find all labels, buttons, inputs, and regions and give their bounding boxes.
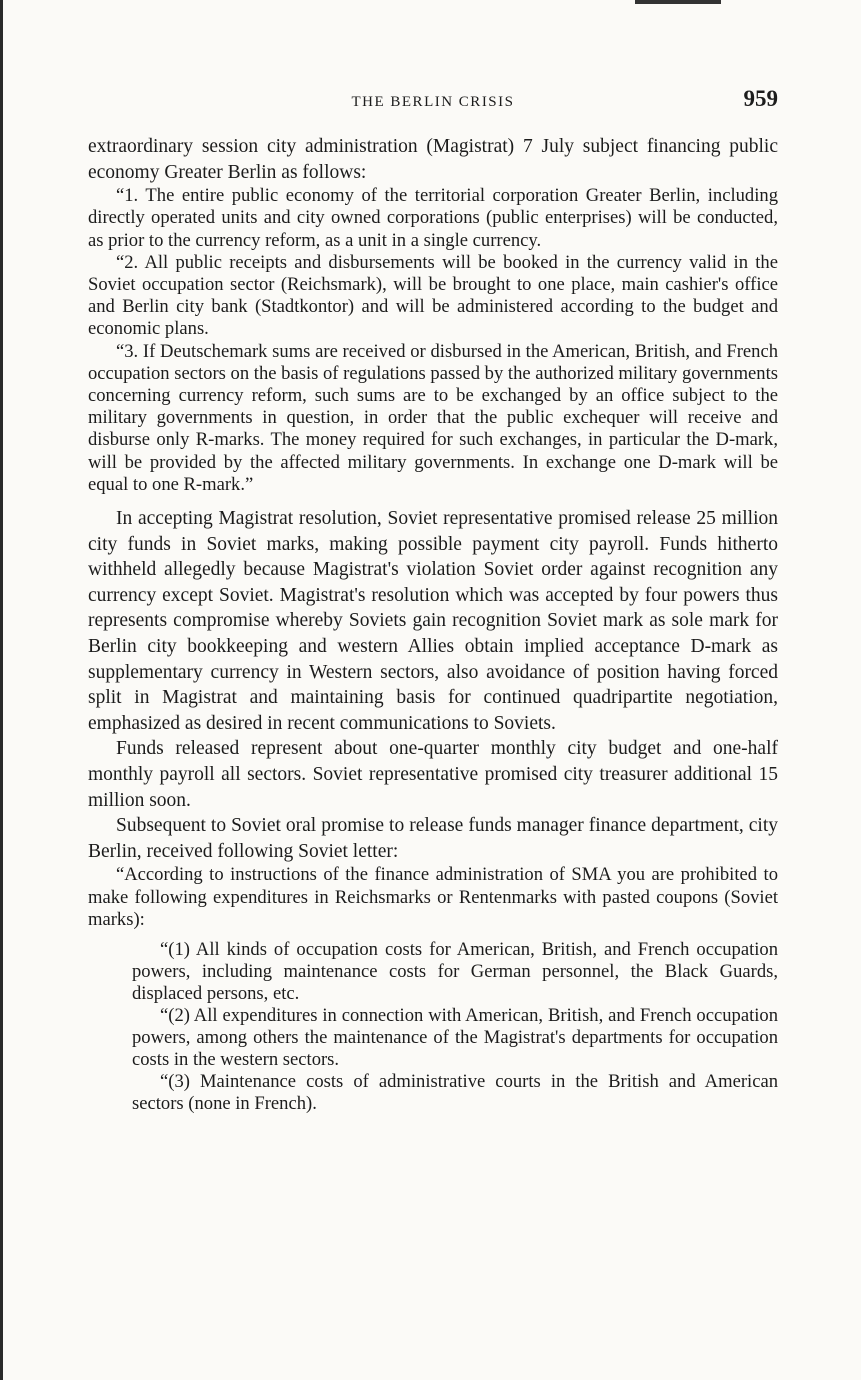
quoted-resolution-point-1: “1. The entire public economy of the territorial corporation Greater Berlin, including directly operated units and city owned corporations (public enterprises) will be conducted, as prior to the currency reform, as a unit in a single currency. xyxy=(88,185,778,251)
paragraph-soviet-letter-intro: Subsequent to Soviet oral promise to release funds manager finance department, city Berlin, received following Soviet letter: xyxy=(88,815,778,862)
top-edge-mark xyxy=(635,0,721,4)
continued-paragraph: extraordinary session city administration (Magistrat) 7 July subject financing public economy Greater Berlin as follows: xyxy=(88,136,778,183)
letter-item-2: “(2) All expenditures in connection with American, British, and French occupation powers, among others the maintenance of the Magistrat's departments for occupation costs in the western sectors. xyxy=(132,1004,778,1070)
page-edge xyxy=(0,0,3,1380)
paragraph-magistrat-resolution: In accepting Magistrat resolution, Soviet representative promised release 25 million city funds in Soviet marks, making possible payment city payroll. Funds hitherto withheld allegedly because Magistrat's violation Soviet order against recognition any currency except Soviet. Magistrat's resolution which was accepted by four powers thus represents compromise whereby Soviets gain recognition Soviet mark as sole mark for Berlin city bookkeeping and western Allies obtain implied acceptance D-mark as supplementary currency in Western sectors, also avoidance of position having forced split in Magistrat and maintaining basis for continued quadripartite negotiation, emphasized as desired in recent communications to Soviets. xyxy=(88,508,778,734)
letter-item-3: “(3) Maintenance costs of administrative courts in the British and American sectors (none in French). xyxy=(132,1070,778,1114)
quoted-soviet-letter: “According to instructions of the finance administration of SMA you are prohibited to make following expenditures in Reichsmarks or Rentenmarks with pasted coupons (Soviet marks): xyxy=(88,864,778,930)
page-body xyxy=(88,134,778,1115)
running-head xyxy=(88,86,778,116)
quoted-resolution-point-3: “3. If Deutschemark sums are received or disbursed in the American, British, and French occupation sectors on the basis of regulations passed by the authorized military governments concerning currency reform, such sums are to be exchanged by an office subject to the military governments in question, in order that the public exchequer will receive and disburse only R-marks. The money required for such exchanges, in particular the D-mark, will be provided by the affected military governments. In exchange one D-mark will be equal to one R-mark.” xyxy=(88,340,778,495)
running-head-title: THE BERLIN CRISIS xyxy=(351,94,515,110)
paragraph-funds-released: Funds released represent about one-quarter monthly city budget and one-half monthly payroll all sectors. Soviet representative promised city treasurer additional 15 million soon. xyxy=(88,738,778,811)
page-number: 959 xyxy=(743,86,778,111)
letter-item-1: “(1) All kinds of occupation costs for American, British, and French occupation powers, including maintenance costs for German personnel, the Black Guards, displaced persons, etc. xyxy=(132,938,778,1004)
quoted-resolution-point-2: “2. All public receipts and disbursements will be booked in the currency valid in the Soviet occupation sector (Reichsmark), will be brought to one place, main cashier's office and Berlin city bank (Stadtkontor) and will be administered according to the budget and economic plans. xyxy=(88,251,778,340)
